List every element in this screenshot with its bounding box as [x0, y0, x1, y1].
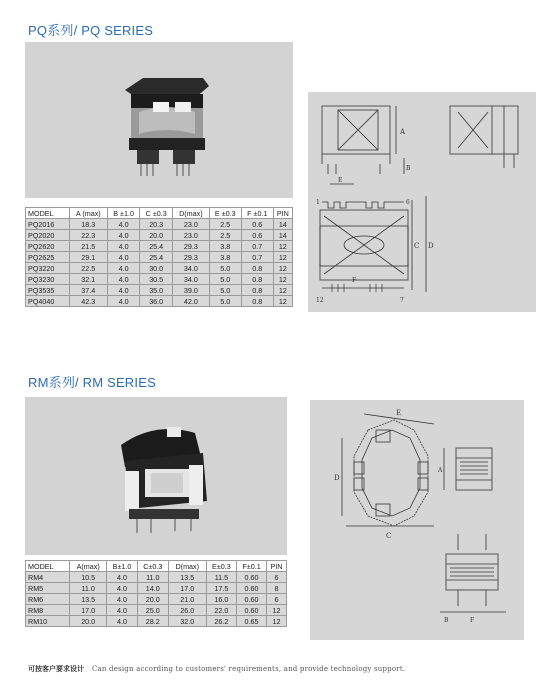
cell: 23.0 [173, 219, 210, 230]
cell: 20.0 [70, 616, 107, 627]
cell: 12 [273, 285, 292, 296]
cell: RM6 [26, 594, 70, 605]
cell: 42.0 [173, 296, 210, 307]
cell: 0.8 [241, 285, 273, 296]
cell: 13.5 [70, 594, 107, 605]
cell: 36.0 [140, 296, 173, 307]
cell: 0.60 [237, 583, 267, 594]
pq-transformer-image [125, 78, 209, 176]
cell: 39.0 [173, 285, 210, 296]
footer-en-text: Can design according to customers' requirements, and provide technology support. [91, 665, 406, 673]
cell: 0.60 [237, 594, 267, 605]
cell: 26.0 [168, 605, 206, 616]
cell: 5.0 [209, 263, 241, 274]
cell: 12 [266, 616, 286, 627]
rm-table-header-row [26, 561, 287, 572]
cell: RM4 [26, 572, 70, 583]
cell: 16.0 [206, 594, 236, 605]
cell: 30.0 [140, 263, 173, 274]
cell: 4.0 [107, 296, 139, 307]
rm-label-c: C [386, 532, 392, 540]
cell: 0.8 [241, 263, 273, 274]
cell: 22.3 [69, 230, 107, 241]
cell: 34.0 [173, 263, 210, 274]
cell: RM5 [26, 583, 70, 594]
cell: 14.0 [137, 583, 168, 594]
cell: 12 [273, 252, 292, 263]
cell: RM8 [26, 605, 70, 616]
pq-header-model: MODEL [26, 208, 70, 219]
pq-label-pin1: 1 [316, 199, 320, 206]
cell: 0.60 [237, 605, 267, 616]
cell: 29.3 [173, 252, 210, 263]
pq-table-header-row [26, 208, 293, 219]
table-row [26, 263, 293, 274]
pq-dimension-diagram [308, 92, 536, 312]
table-row [26, 230, 293, 241]
cell: 25.0 [137, 605, 168, 616]
pq-label-c: C [414, 242, 420, 250]
cell: 11.5 [206, 572, 236, 583]
cell: PQ2620 [26, 241, 70, 252]
rm-label-b: B [444, 617, 449, 624]
cell: 14 [273, 230, 292, 241]
cell: 0.6 [241, 219, 273, 230]
cell: 12 [273, 274, 292, 285]
cell: 11.0 [70, 583, 107, 594]
table-row [26, 219, 293, 230]
cell: 0.8 [241, 274, 273, 285]
cell: 21.0 [168, 594, 206, 605]
cell: 4.0 [107, 594, 137, 605]
cell: 29.3 [173, 241, 210, 252]
rm-header-b: B±1.0 [107, 561, 137, 572]
cell: 3.8 [209, 241, 241, 252]
cell: 17.5 [206, 583, 236, 594]
rm-header-d: D(max) [168, 561, 206, 572]
cell: PQ2016 [26, 219, 70, 230]
cell: RM10 [26, 616, 70, 627]
pq-header-c: C ±0.3 [140, 208, 173, 219]
pq-label-pin6: 6 [406, 199, 410, 206]
table-row [26, 572, 287, 583]
cell: 6 [266, 572, 286, 583]
pq-header-e: E ±0.3 [209, 208, 241, 219]
pq-header-pin: PIN [273, 208, 292, 219]
cell: 10.5 [70, 572, 107, 583]
cell: 5.0 [209, 274, 241, 285]
pq-header-d: D(max) [173, 208, 210, 219]
cell: 14 [273, 219, 292, 230]
cell: 3.8 [209, 252, 241, 263]
cell: 32.1 [69, 274, 107, 285]
cell: PQ2625 [26, 252, 70, 263]
cell: 4.0 [107, 241, 139, 252]
cell: 22.5 [69, 263, 107, 274]
table-row [26, 274, 293, 285]
cell: 18.3 [69, 219, 107, 230]
cell: 29.1 [69, 252, 107, 263]
cell: 13.5 [168, 572, 206, 583]
cell: 30.5 [140, 274, 173, 285]
pq-spec-table [25, 207, 293, 307]
cell: 0.7 [241, 252, 273, 263]
cell: 6 [266, 594, 286, 605]
rm-header-a: A(max) [70, 561, 107, 572]
cell: 4.0 [107, 252, 139, 263]
cell: 4.0 [107, 583, 137, 594]
cell: 42.3 [69, 296, 107, 307]
cell: 4.0 [107, 605, 137, 616]
cell: 4.0 [107, 616, 137, 627]
cell: 4.0 [107, 230, 139, 241]
cell: 25.4 [140, 252, 173, 263]
cell: PQ3220 [26, 263, 70, 274]
cell: PQ4040 [26, 296, 70, 307]
cell: 0.7 [241, 241, 273, 252]
cell: 4.0 [107, 285, 139, 296]
cell: 0.60 [237, 572, 267, 583]
rm-label-a: A [438, 467, 443, 474]
cell: 12 [273, 296, 292, 307]
cell: 23.0 [173, 230, 210, 241]
cell: 20.0 [140, 230, 173, 241]
table-row [26, 605, 287, 616]
table-row [26, 583, 287, 594]
rm-section-title: RM系列/ RM SERIES [28, 375, 156, 390]
rm-header-model: MODEL [26, 561, 70, 572]
cell: 26.2 [206, 616, 236, 627]
pq-section-title: PQ系列/ PQ SERIES [28, 23, 154, 38]
cell: 22.0 [206, 605, 236, 616]
cell: 12 [273, 241, 292, 252]
pq-header-f: F ±0.1 [241, 208, 273, 219]
footer-note [28, 664, 405, 674]
pq-label-b: B [406, 165, 411, 172]
cell: 4.0 [107, 219, 139, 230]
cell: 21.5 [69, 241, 107, 252]
cell: 0.65 [237, 616, 267, 627]
rm-label-f: F [470, 617, 475, 624]
rm-header-c: C±0.3 [137, 561, 168, 572]
pq-product-photo [25, 42, 293, 198]
cell: PQ3535 [26, 285, 70, 296]
cell: 17.0 [168, 583, 206, 594]
cell: PQ2020 [26, 230, 70, 241]
cell: 12 [266, 605, 286, 616]
table-row [26, 285, 293, 296]
table-row [26, 296, 293, 307]
cell: 34.0 [173, 274, 210, 285]
rm-header-pin: PIN [266, 561, 286, 572]
pq-label-d: D [428, 242, 434, 250]
cell: 2.5 [209, 219, 241, 230]
cell: 35.0 [140, 285, 173, 296]
cell: 4.0 [107, 572, 137, 583]
cell: 0.8 [241, 296, 273, 307]
pq-label-pin7: 7 [400, 297, 404, 304]
cell: 5.0 [209, 285, 241, 296]
cell: 12 [273, 263, 292, 274]
rm-label-d: D [334, 474, 340, 482]
cell: 32.0 [168, 616, 206, 627]
cell: 37.4 [69, 285, 107, 296]
cell: 0.6 [241, 230, 273, 241]
table-row [26, 616, 287, 627]
pq-label-e: E [338, 177, 343, 184]
pq-label-f: F [352, 277, 357, 284]
footer-cn-text: 可按客户要求设计 [28, 666, 84, 673]
rm-header-f: F±0.1 [237, 561, 267, 572]
cell: 25.4 [140, 241, 173, 252]
cell: 28.2 [137, 616, 168, 627]
cell: 5.0 [209, 296, 241, 307]
cell: 4.0 [107, 274, 139, 285]
rm-transformer-image [121, 427, 207, 533]
pq-label-pin12: 12 [316, 297, 324, 304]
pq-header-a: A (max) [69, 208, 107, 219]
table-row [26, 252, 293, 263]
cell: 11.0 [137, 572, 168, 583]
rm-header-e: E±0.3 [206, 561, 236, 572]
cell: 8 [266, 583, 286, 594]
cell: 20.0 [137, 594, 168, 605]
rm-dimension-diagram [310, 400, 524, 640]
table-row [26, 594, 287, 605]
pq-label-a: A [400, 128, 406, 136]
rm-spec-table [25, 560, 287, 627]
rm-label-e: E [396, 409, 402, 417]
pq-header-b: B ±1.0 [107, 208, 139, 219]
table-row [26, 241, 293, 252]
rm-product-photo [25, 397, 287, 555]
cell: 20.3 [140, 219, 173, 230]
cell: 4.0 [107, 263, 139, 274]
cell: PQ3230 [26, 274, 70, 285]
cell: 2.5 [209, 230, 241, 241]
cell: 17.0 [70, 605, 107, 616]
